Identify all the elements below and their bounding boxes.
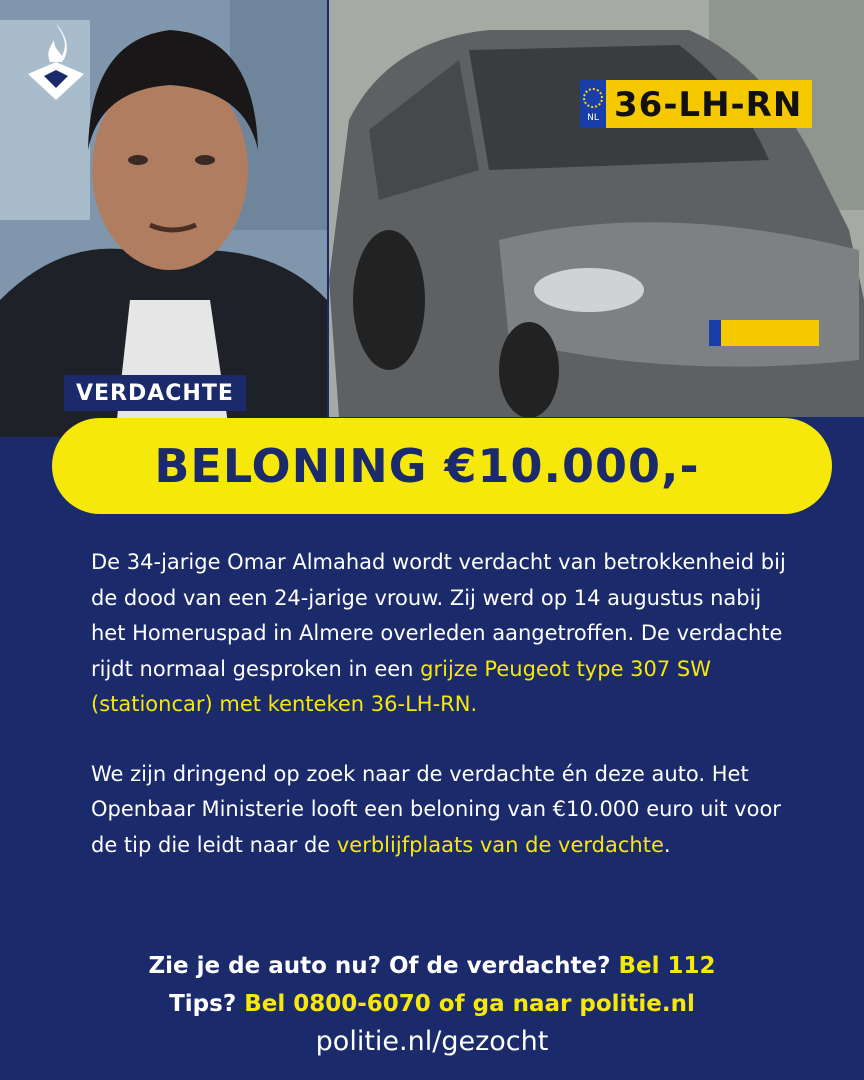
- cta-emergency-number[interactable]: Bel 112: [618, 953, 716, 979]
- reward-label: BELONING €10.000,-: [154, 439, 700, 493]
- plate-number: 36-LH-RN: [606, 80, 812, 128]
- cta-tips-number[interactable]: Bel 0800-6070 of ga naar politie.nl: [244, 991, 695, 1017]
- p1-text: De 34-jarige Omar Almahad wordt verdacht van betrokkenheid bij de dood van een 24-jarige vrouw. Zij werd op 14 augustus nabij het Homeruspad in Almere overleden aangetroffen. De verdachte rijdt normaal gesproken in een: [91, 550, 786, 681]
- p2-end: .: [663, 832, 671, 857]
- reward-banner: [52, 418, 832, 514]
- description: [91, 545, 791, 863]
- description-paragraph-1: [91, 545, 791, 723]
- photo-header: [0, 0, 864, 437]
- call-to-action: [0, 947, 864, 1061]
- plate-country: NL: [587, 113, 599, 123]
- p2-text: We zijn dringend op zoek naar de verdachte én deze auto. Het Openbaar Ministerie looft een beloning van €10.000 euro uit voor de tip die leidt naar de: [91, 761, 781, 857]
- cta-line-1: [0, 947, 864, 985]
- cta-question: Zie je de auto nu? Of de verdachte?: [148, 953, 619, 979]
- cta-line-2: [0, 985, 864, 1023]
- police-logo-icon: [24, 22, 88, 102]
- eu-stars-icon: [583, 88, 603, 108]
- suspect-tag: VERDACHTE: [64, 375, 246, 411]
- eu-plate-strip: [580, 80, 606, 128]
- car-photo: [329, 0, 864, 417]
- car-illustration: [329, 0, 864, 417]
- cta-tips-label: Tips?: [169, 991, 245, 1017]
- p2-highlight: verblijfplaats van de verdachte: [336, 832, 664, 857]
- description-paragraph-2: [91, 757, 791, 864]
- license-plate-badge: [580, 80, 812, 128]
- suspect-photo: [0, 0, 327, 437]
- website-link[interactable]: politie.nl/gezocht: [315, 1026, 549, 1057]
- p1-highlight: grijze Peugeot type 307 SW (stationcar) met kenteken 36-LH-RN.: [91, 656, 712, 716]
